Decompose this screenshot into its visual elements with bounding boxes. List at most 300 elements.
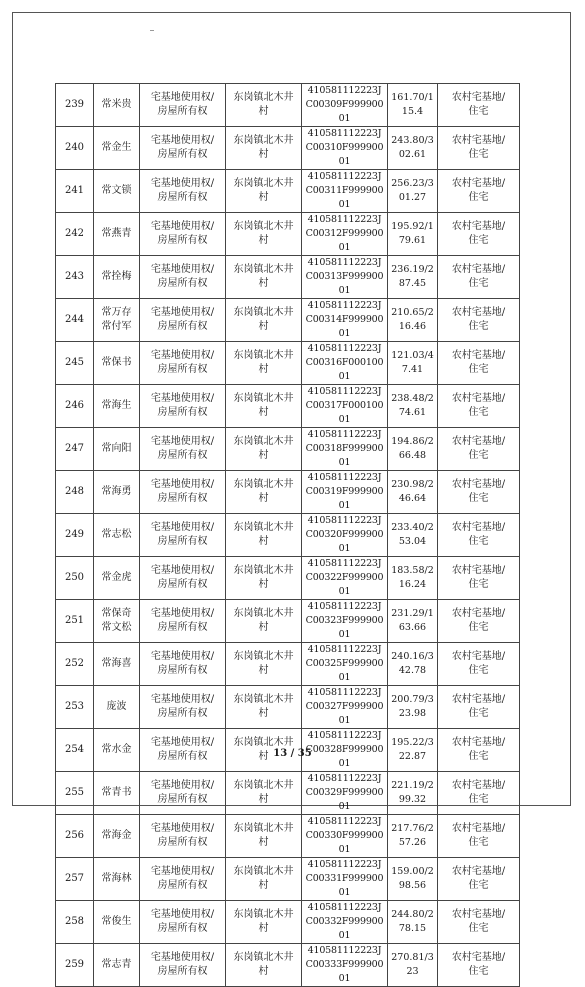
cell-area xyxy=(388,170,438,213)
cell-number-text: 259 xyxy=(64,959,85,970)
cell-location xyxy=(226,858,302,901)
cell-area xyxy=(388,600,438,643)
cell-area-text: 243.80/302.61 xyxy=(391,135,434,160)
cell-unit-code xyxy=(302,84,388,127)
cell-right-type xyxy=(140,514,226,557)
cell-unit-code xyxy=(302,385,388,428)
cell-location xyxy=(226,84,302,127)
cell-right-type xyxy=(140,342,226,385)
cell-owner-text: 常米贵 xyxy=(101,99,132,110)
cell-unit-code-text: 410581112223JC00331F99990001 xyxy=(305,859,384,898)
cell-owner-text: 常金虎 xyxy=(101,572,132,583)
cell-usage xyxy=(438,858,520,901)
cell-location-text: 东岗镇北木井村 xyxy=(233,307,294,332)
page-number: 13 / 35 xyxy=(273,748,312,759)
cell-right-type-text: 宅基地使用权/房屋所有权 xyxy=(150,694,215,719)
cell-right-type xyxy=(140,815,226,858)
cell-area xyxy=(388,127,438,170)
cell-location xyxy=(226,772,302,815)
cell-owner-text: 常万存常付军 xyxy=(101,307,132,332)
cell-usage xyxy=(438,815,520,858)
cell-usage-text: 农村宅基地/住宅 xyxy=(451,823,506,848)
table-row xyxy=(56,471,520,514)
cell-unit-code xyxy=(302,643,388,686)
cell-location xyxy=(226,514,302,557)
cell-number-text: 253 xyxy=(64,701,85,712)
cell-area-text: 210.65/216.46 xyxy=(391,307,434,332)
cell-right-type-text: 宅基地使用权/房屋所有权 xyxy=(150,823,215,848)
cell-location xyxy=(226,643,302,686)
cell-owner-text: 常海生 xyxy=(101,400,132,411)
table-row xyxy=(56,643,520,686)
cell-owner-text: 常拴梅 xyxy=(101,271,132,282)
cell-owner-text: 常海喜 xyxy=(101,658,132,669)
cell-location xyxy=(226,901,302,944)
cell-area xyxy=(388,901,438,944)
cell-unit-code-text: 410581112223JC00312F99990001 xyxy=(305,214,384,253)
cell-location-text: 东岗镇北木井村 xyxy=(233,909,294,934)
cell-right-type xyxy=(140,557,226,600)
cell-right-type xyxy=(140,127,226,170)
table-row xyxy=(56,256,520,299)
cell-unit-code xyxy=(302,170,388,213)
cell-unit-code xyxy=(302,600,388,643)
cell-owner xyxy=(94,643,140,686)
cell-number-text: 243 xyxy=(64,271,85,282)
cell-location xyxy=(226,342,302,385)
cell-owner-text: 常燕青 xyxy=(101,228,132,239)
cell-usage xyxy=(438,514,520,557)
cell-location-text: 东岗镇北木井村 xyxy=(233,866,294,891)
cell-area-text: 183.58/216.24 xyxy=(391,565,434,590)
cell-right-type xyxy=(140,428,226,471)
cell-number-text: 250 xyxy=(64,572,85,583)
cell-location-text: 东岗镇北木井村 xyxy=(233,92,294,117)
cell-unit-code xyxy=(302,901,388,944)
cell-usage-text: 农村宅基地/住宅 xyxy=(451,608,506,633)
cell-right-type xyxy=(140,471,226,514)
cell-area xyxy=(388,686,438,729)
cell-usage xyxy=(438,471,520,514)
cell-right-type xyxy=(140,256,226,299)
cell-owner-text: 常俊生 xyxy=(101,916,132,927)
cell-unit-code xyxy=(302,858,388,901)
cell-unit-code xyxy=(302,471,388,514)
cell-unit-code-text: 410581112223JC00313F99990001 xyxy=(305,257,384,296)
cell-unit-code-text: 410581112223JC00318F99990001 xyxy=(305,429,384,468)
cell-owner xyxy=(94,471,140,514)
cell-unit-code-text: 410581112223JC00317F00010001 xyxy=(305,386,384,425)
cell-owner xyxy=(94,84,140,127)
cell-number-text: 254 xyxy=(64,744,85,755)
cell-right-type-text: 宅基地使用权/房屋所有权 xyxy=(150,522,215,547)
cell-usage xyxy=(438,772,520,815)
cell-right-type-text: 宅基地使用权/房屋所有权 xyxy=(150,565,215,590)
cell-usage xyxy=(438,84,520,127)
cell-usage-text: 农村宅基地/住宅 xyxy=(451,135,506,160)
cell-area-text: 236.19/287.45 xyxy=(391,264,434,289)
cell-location-text: 东岗镇北木井村 xyxy=(233,479,294,504)
cell-area-text: 221.19/299.32 xyxy=(391,780,434,805)
cell-location xyxy=(226,256,302,299)
cell-location-text: 东岗镇北木井村 xyxy=(233,264,294,289)
cell-location-text: 东岗镇北木井村 xyxy=(233,737,294,762)
cell-unit-code-text: 410581112223JC00333F99990001 xyxy=(305,945,384,984)
cell-number-text: 249 xyxy=(64,529,85,540)
cell-right-type xyxy=(140,686,226,729)
table-row xyxy=(56,385,520,428)
cell-unit-code-text: 410581112223JC00314F99990001 xyxy=(305,300,384,339)
cell-usage xyxy=(438,256,520,299)
cell-location-text: 东岗镇北木井村 xyxy=(233,178,294,203)
cell-owner xyxy=(94,858,140,901)
cell-owner-text: 常海勇 xyxy=(101,486,132,497)
cell-number-text: 240 xyxy=(64,142,85,153)
cell-unit-code xyxy=(302,557,388,600)
cell-unit-code xyxy=(302,944,388,987)
cell-owner xyxy=(94,686,140,729)
cell-usage-text: 农村宅基地/住宅 xyxy=(451,393,506,418)
cell-number-text: 244 xyxy=(64,314,85,325)
cell-area-text: 194.86/266.48 xyxy=(391,436,434,461)
cell-owner xyxy=(94,213,140,256)
cell-unit-code-text: 410581112223JC00330F99990001 xyxy=(305,816,384,855)
cell-unit-code xyxy=(302,342,388,385)
cell-location-text: 东岗镇北木井村 xyxy=(233,436,294,461)
cell-number-text: 246 xyxy=(64,400,85,411)
cell-usage-text: 农村宅基地/住宅 xyxy=(451,694,506,719)
cell-right-type-text: 宅基地使用权/房屋所有权 xyxy=(150,221,215,246)
cell-number xyxy=(56,858,94,901)
cell-unit-code-text: 410581112223JC00322F99990001 xyxy=(305,558,384,597)
cell-area-text: 244.80/278.15 xyxy=(391,909,434,934)
table-row xyxy=(56,342,520,385)
cell-right-type xyxy=(140,901,226,944)
cell-owner xyxy=(94,815,140,858)
cell-right-type-text: 宅基地使用权/房屋所有权 xyxy=(150,780,215,805)
cell-right-type-text: 宅基地使用权/房屋所有权 xyxy=(150,92,215,117)
cell-number xyxy=(56,514,94,557)
cell-owner xyxy=(94,944,140,987)
cell-number xyxy=(56,815,94,858)
cell-location xyxy=(226,686,302,729)
cell-right-type-text: 宅基地使用权/房屋所有权 xyxy=(150,178,215,203)
cell-number-text: 255 xyxy=(64,787,85,798)
cell-usage xyxy=(438,213,520,256)
cell-area xyxy=(388,299,438,342)
cell-area xyxy=(388,213,438,256)
cell-number-text: 256 xyxy=(64,830,85,841)
cell-area-text: 230.98/246.64 xyxy=(391,479,434,504)
cell-area-text: 161.70/115.4 xyxy=(391,92,434,117)
table-row xyxy=(56,514,520,557)
cell-number xyxy=(56,127,94,170)
cell-right-type xyxy=(140,213,226,256)
table-row xyxy=(56,686,520,729)
cell-location-text: 东岗镇北木井村 xyxy=(233,823,294,848)
cell-owner xyxy=(94,299,140,342)
table-row xyxy=(56,858,520,901)
cell-location-text: 东岗镇北木井村 xyxy=(233,952,294,977)
table-row xyxy=(56,213,520,256)
cell-usage xyxy=(438,600,520,643)
cell-right-type xyxy=(140,600,226,643)
cell-location-text: 东岗镇北木井村 xyxy=(233,522,294,547)
cell-usage-text: 农村宅基地/住宅 xyxy=(451,307,506,332)
cell-unit-code xyxy=(302,256,388,299)
cell-area xyxy=(388,815,438,858)
cell-location xyxy=(226,600,302,643)
cell-location xyxy=(226,815,302,858)
cell-right-type-text: 宅基地使用权/房屋所有权 xyxy=(150,393,215,418)
cell-number-text: 258 xyxy=(64,916,85,927)
cell-unit-code-text: 410581112223JC00311F99990001 xyxy=(305,171,384,210)
cell-usage xyxy=(438,944,520,987)
cell-number xyxy=(56,385,94,428)
cell-unit-code xyxy=(302,815,388,858)
cell-right-type-text: 宅基地使用权/房屋所有权 xyxy=(150,737,215,762)
cell-unit-code-text: 410581112223JC00319F99990001 xyxy=(305,472,384,511)
cell-right-type xyxy=(140,84,226,127)
cell-area xyxy=(388,342,438,385)
cell-area xyxy=(388,428,438,471)
table-row xyxy=(56,944,520,987)
cell-unit-code-text: 410581112223JC00329F99990001 xyxy=(305,773,384,812)
cell-number xyxy=(56,557,94,600)
cell-right-type-text: 宅基地使用权/房屋所有权 xyxy=(150,651,215,676)
cell-owner xyxy=(94,901,140,944)
cell-usage xyxy=(438,686,520,729)
cell-area xyxy=(388,514,438,557)
cell-usage-text: 农村宅基地/住宅 xyxy=(451,780,506,805)
cell-usage-text: 农村宅基地/住宅 xyxy=(451,479,506,504)
cell-owner-text: 庞波 xyxy=(106,701,127,712)
cell-usage xyxy=(438,901,520,944)
cell-unit-code-text: 410581112223JC00328F99990001 xyxy=(305,730,384,769)
cell-usage-text: 农村宅基地/住宅 xyxy=(451,436,506,461)
cell-area xyxy=(388,84,438,127)
cell-location xyxy=(226,213,302,256)
cell-unit-code xyxy=(302,514,388,557)
cell-number xyxy=(56,901,94,944)
cell-unit-code xyxy=(302,213,388,256)
cell-right-type xyxy=(140,944,226,987)
cell-location xyxy=(226,385,302,428)
cell-number xyxy=(56,170,94,213)
cell-right-type-text: 宅基地使用权/房屋所有权 xyxy=(150,307,215,332)
cell-area xyxy=(388,772,438,815)
cell-unit-code xyxy=(302,299,388,342)
cell-number-text: 239 xyxy=(64,99,85,110)
cell-owner-text: 常保奇常文松 xyxy=(101,608,132,633)
cell-right-type-text: 宅基地使用权/房屋所有权 xyxy=(150,952,215,977)
cell-owner xyxy=(94,385,140,428)
cell-right-type xyxy=(140,170,226,213)
cell-usage-text: 农村宅基地/住宅 xyxy=(451,350,506,375)
cell-area-text: 195.22/322.87 xyxy=(391,737,434,762)
cell-location-text: 东岗镇北木井村 xyxy=(233,350,294,375)
cell-area xyxy=(388,557,438,600)
cell-right-type xyxy=(140,772,226,815)
cell-area-text: 233.40/253.04 xyxy=(391,522,434,547)
cell-number xyxy=(56,213,94,256)
cell-owner xyxy=(94,600,140,643)
cell-usage xyxy=(438,643,520,686)
cell-usage-text: 农村宅基地/住宅 xyxy=(451,264,506,289)
cell-number xyxy=(56,428,94,471)
cell-number xyxy=(56,471,94,514)
cell-owner xyxy=(94,428,140,471)
cell-owner xyxy=(94,127,140,170)
cell-owner-text: 常向阳 xyxy=(101,443,132,454)
cell-unit-code xyxy=(302,686,388,729)
table-row xyxy=(56,600,520,643)
table-row xyxy=(56,428,520,471)
cell-owner-text: 常文锁 xyxy=(101,185,132,196)
cell-usage xyxy=(438,342,520,385)
cell-number-text: 257 xyxy=(64,873,85,884)
cell-unit-code xyxy=(302,772,388,815)
cell-usage-text: 农村宅基地/住宅 xyxy=(451,221,506,246)
cell-right-type xyxy=(140,643,226,686)
cell-owner-text: 常海林 xyxy=(101,873,132,884)
cell-usage xyxy=(438,385,520,428)
cell-right-type-text: 宅基地使用权/房屋所有权 xyxy=(150,135,215,160)
cell-unit-code-text: 410581112223JC00320F99990001 xyxy=(305,515,384,554)
cell-owner-text: 常志青 xyxy=(101,959,132,970)
cell-usage xyxy=(438,299,520,342)
cell-unit-code-text: 410581112223JC00325F99990001 xyxy=(305,644,384,683)
cell-usage-text: 农村宅基地/住宅 xyxy=(451,737,506,762)
cell-unit-code-text: 410581112223JC00327F99990001 xyxy=(305,687,384,726)
cell-unit-code-text: 410581112223JC00323F99990001 xyxy=(305,601,384,640)
cell-usage xyxy=(438,557,520,600)
cell-right-type xyxy=(140,385,226,428)
cell-unit-code-text: 410581112223JC00332F99990001 xyxy=(305,902,384,941)
table-row xyxy=(56,815,520,858)
cell-location xyxy=(226,557,302,600)
cell-usage xyxy=(438,428,520,471)
cell-area xyxy=(388,471,438,514)
cell-location-text: 东岗镇北木井村 xyxy=(233,651,294,676)
table-row xyxy=(56,299,520,342)
cell-area xyxy=(388,643,438,686)
cell-number xyxy=(56,342,94,385)
cell-area-text: 240.16/342.78 xyxy=(391,651,434,676)
cell-usage-text: 农村宅基地/住宅 xyxy=(451,178,506,203)
cell-number-text: 242 xyxy=(64,228,85,239)
cell-number xyxy=(56,772,94,815)
cell-location xyxy=(226,299,302,342)
cell-area xyxy=(388,858,438,901)
cell-right-type-text: 宅基地使用权/房屋所有权 xyxy=(150,436,215,461)
cell-location-text: 东岗镇北木井村 xyxy=(233,608,294,633)
cell-unit-code-text: 410581112223JC00309F99990001 xyxy=(305,85,384,124)
cell-area-text: 195.92/179.61 xyxy=(391,221,434,246)
cell-unit-code-text: 410581112223JC00316F00010001 xyxy=(305,343,384,382)
cell-unit-code xyxy=(302,127,388,170)
cell-right-type-text: 宅基地使用权/房屋所有权 xyxy=(150,479,215,504)
cell-location-text: 东岗镇北木井村 xyxy=(233,780,294,805)
cell-area-text: 270.81/323 xyxy=(391,952,434,977)
cell-number xyxy=(56,686,94,729)
cell-area-text: 231.29/163.66 xyxy=(391,608,434,633)
cell-owner xyxy=(94,170,140,213)
cell-owner-text: 常海金 xyxy=(101,830,132,841)
cell-owner-text: 常金生 xyxy=(101,142,132,153)
cell-usage xyxy=(438,170,520,213)
registry-table xyxy=(55,83,520,987)
table-body xyxy=(56,84,520,987)
cell-area-text: 159.00/298.56 xyxy=(391,866,434,891)
cell-location-text: 东岗镇北木井村 xyxy=(233,694,294,719)
cell-number xyxy=(56,643,94,686)
cell-location-text: 东岗镇北木井村 xyxy=(233,565,294,590)
cell-unit-code-text: 410581112223JC00310F99990001 xyxy=(305,128,384,167)
cell-owner xyxy=(94,342,140,385)
cell-area-text: 217.76/257.26 xyxy=(391,823,434,848)
table-row xyxy=(56,127,520,170)
cell-owner-text: 常水金 xyxy=(101,744,132,755)
cell-area-text: 200.79/323.98 xyxy=(391,694,434,719)
table-row xyxy=(56,901,520,944)
cell-number xyxy=(56,299,94,342)
cell-right-type-text: 宅基地使用权/房屋所有权 xyxy=(150,909,215,934)
cell-area-text: 121.03/47.41 xyxy=(391,350,434,375)
cell-right-type xyxy=(140,299,226,342)
cell-number xyxy=(56,256,94,299)
cell-usage-text: 农村宅基地/住宅 xyxy=(451,522,506,547)
cell-owner xyxy=(94,514,140,557)
table-row xyxy=(56,772,520,815)
cell-owner xyxy=(94,256,140,299)
cell-owner-text: 常志松 xyxy=(101,529,132,540)
cell-usage xyxy=(438,127,520,170)
cell-area xyxy=(388,256,438,299)
cell-number-text: 241 xyxy=(64,185,85,196)
cell-usage-text: 农村宅基地/住宅 xyxy=(451,651,506,676)
cell-owner-text: 常青书 xyxy=(101,787,132,798)
cell-location xyxy=(226,471,302,514)
cell-number xyxy=(56,600,94,643)
cell-area xyxy=(388,385,438,428)
cell-right-type-text: 宅基地使用权/房屋所有权 xyxy=(150,264,215,289)
cell-number-text: 251 xyxy=(64,615,85,626)
cell-right-type xyxy=(140,858,226,901)
cell-location xyxy=(226,127,302,170)
table-row xyxy=(56,557,520,600)
cell-right-type-text: 宅基地使用权/房屋所有权 xyxy=(150,608,215,633)
cell-right-type-text: 宅基地使用权/房屋所有权 xyxy=(150,866,215,891)
cell-location-text: 东岗镇北木井村 xyxy=(233,221,294,246)
cell-owner xyxy=(94,557,140,600)
cell-unit-code xyxy=(302,428,388,471)
cell-usage-text: 农村宅基地/住宅 xyxy=(451,565,506,590)
cell-area-text: 238.48/274.61 xyxy=(391,393,434,418)
cell-location xyxy=(226,170,302,213)
cell-location-text: 东岗镇北木井村 xyxy=(233,135,294,160)
cell-location xyxy=(226,944,302,987)
table-row xyxy=(56,84,520,127)
cell-number-text: 245 xyxy=(64,357,85,368)
cell-usage-text: 农村宅基地/住宅 xyxy=(451,952,506,977)
table-row xyxy=(56,170,520,213)
cell-number xyxy=(56,84,94,127)
cell-usage-text: 农村宅基地/住宅 xyxy=(451,92,506,117)
cell-owner xyxy=(94,772,140,815)
cell-number-text: 252 xyxy=(64,658,85,669)
cell-right-type-text: 宅基地使用权/房屋所有权 xyxy=(150,350,215,375)
